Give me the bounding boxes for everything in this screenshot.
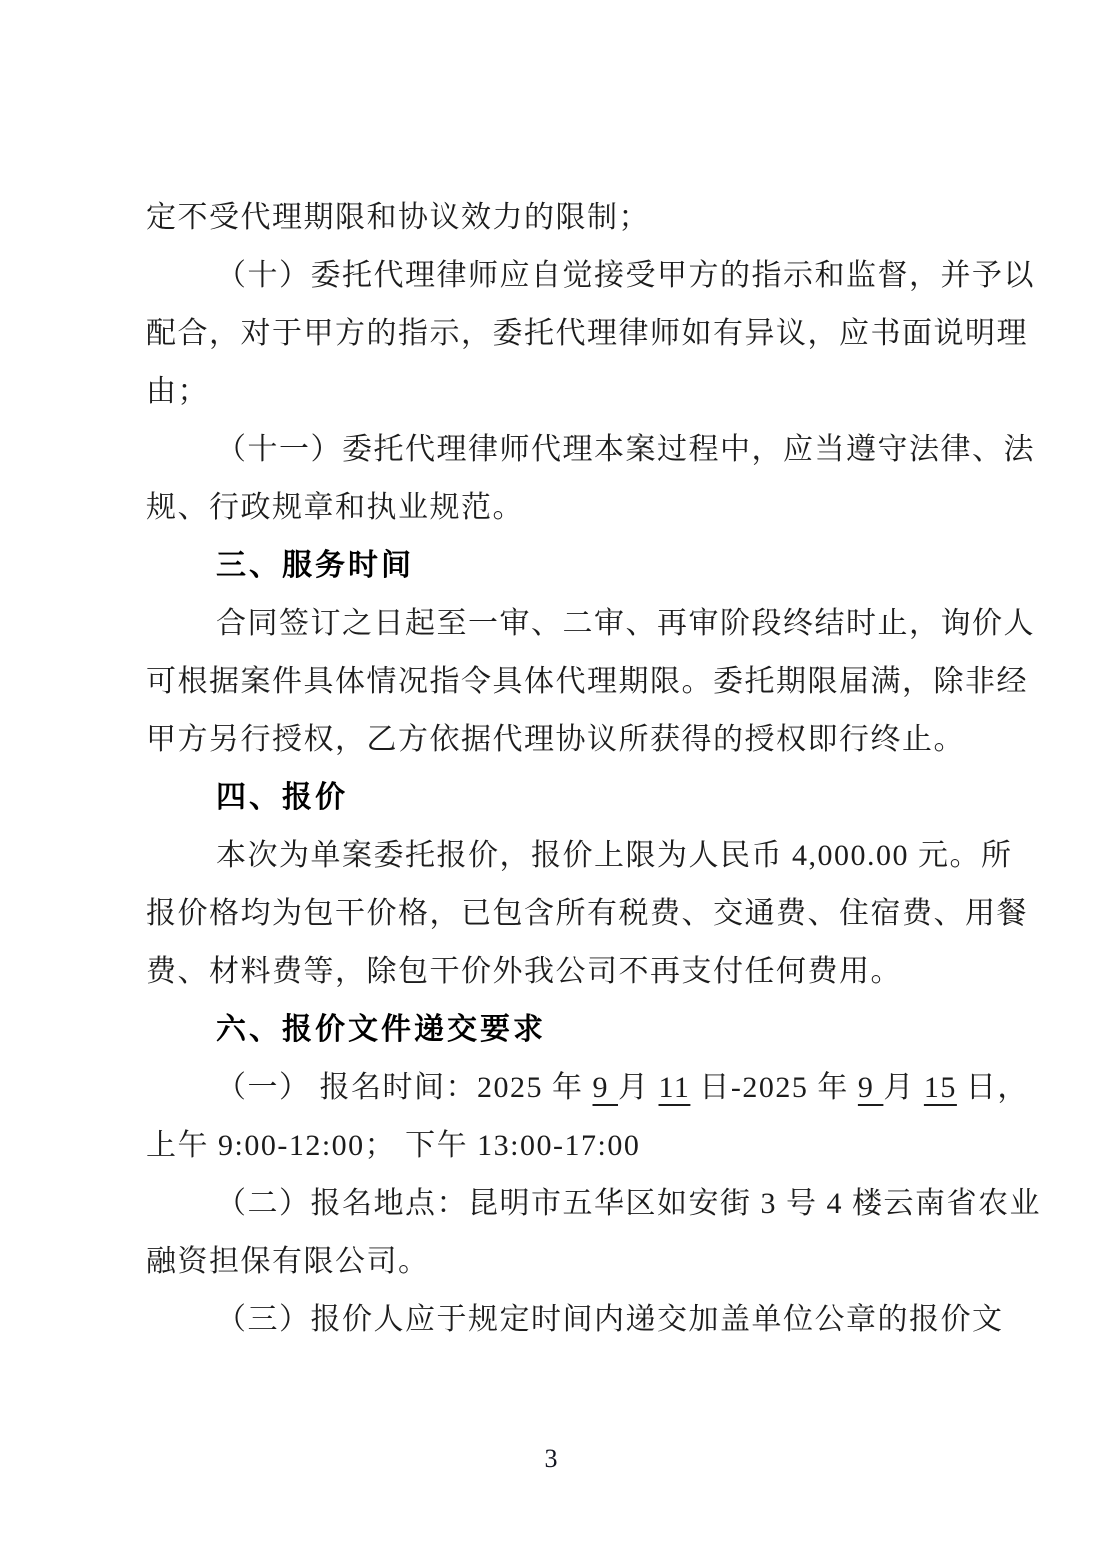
document-line: 融资担保有限公司。 xyxy=(146,1245,430,1278)
document-line: 上午 9:00-12:00； 下午 13:00-17:00 xyxy=(146,1129,641,1162)
document-line: 规、行政规章和执业规范。 xyxy=(146,491,524,524)
document-line: （二）报名地点：昆明市五华区如安街 3 号 4 楼云南省农业 xyxy=(216,1187,1041,1220)
text-segment: （一） 报名时间：2025 年 xyxy=(216,1071,593,1104)
document-line: 报价格均为包干价格，已包含所有税费、交通费、住宿费、用餐 xyxy=(146,897,1028,930)
document-line: 定不受代理期限和协议效力的限制； xyxy=(146,201,650,234)
document-line: 本次为单案委托报价，报价上限为人民币 4,000.00 元。所 xyxy=(216,839,1013,872)
document-line: （三）报价人应于规定时间内递交加盖单位公章的报价文 xyxy=(216,1303,1004,1336)
document-line: （十）委托代理律师应自觉接受甲方的指示和监督，并予以 xyxy=(216,259,1035,292)
text-segment: 月 xyxy=(883,1071,924,1104)
document-line xyxy=(146,1059,1029,1117)
document-line: （十一）委托代理律师代理本案过程中，应当遵守法律、法 xyxy=(216,433,1035,466)
document-body xyxy=(146,189,1041,1349)
document-line: 合同签订之日起至一审、二审、再审阶段终结时止，询价人 xyxy=(216,607,1035,640)
document-line: 由； xyxy=(146,375,209,408)
document-line: 甲方另行授权，乙方依据代理协议所获得的授权即行终止。 xyxy=(146,723,965,756)
section-heading: 六、报价文件递交要求 xyxy=(216,1013,546,1046)
underlined-date-value: 9 xyxy=(592,1071,618,1104)
text-segment: 日-2025 年 xyxy=(690,1071,858,1104)
section-heading: 四、报价 xyxy=(216,781,348,814)
document-line: 配合，对于甲方的指示，委托代理律师如有异议，应书面说明理 xyxy=(146,317,1028,350)
text-segment: 月 xyxy=(618,1071,659,1104)
text-segment: 日， xyxy=(956,1071,1029,1104)
page-number: 3 xyxy=(544,1444,558,1473)
section-heading: 三、服务时间 xyxy=(216,549,414,582)
underlined-date-value: 15 xyxy=(923,1071,957,1104)
document-line: 费、材料费等，除包干价外我公司不再支付任何费用。 xyxy=(146,955,902,988)
underlined-date-value: 11 xyxy=(658,1071,691,1104)
document-line: 可根据案件具体情况指令具体代理期限。委托期限届满，除非经 xyxy=(146,665,1028,698)
underlined-date-value: 9 xyxy=(857,1071,884,1104)
